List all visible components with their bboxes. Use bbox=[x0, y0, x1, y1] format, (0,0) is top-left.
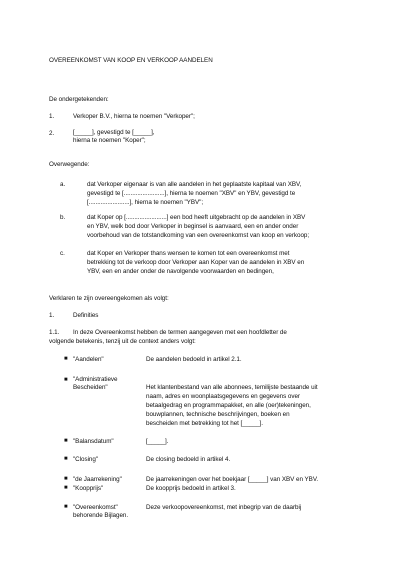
definition-term-administratieve: "Administratieve bbox=[73, 376, 118, 383]
recital-c-line-3: YBV, een en ander onder de navolgende voorwaarden en bedingen, bbox=[87, 268, 274, 275]
definition-text-administratieve-line-5: bescheiden met betrekking tot het [_____]. bbox=[146, 420, 263, 427]
definition-text-administratieve-line-4: bouwplannen, technische beschrijvingen, boeken en bbox=[146, 411, 290, 418]
recital-a-label: a. bbox=[60, 181, 66, 188]
recital-b-line-1: dat Koper op [........................] een bod heeft uitgebracht op de aandelen in XBV bbox=[87, 214, 306, 221]
recital-a-line-2: gevestigd te [........................], hierna te noemen "XBV" en YBV, gevestigd te bbox=[87, 190, 296, 197]
definition-text-overeenkomst: Deze verkoopovereenkomst, met inbegrip van de daarbij bbox=[146, 504, 302, 511]
definition-text-aandelen: De aandelen bedoeld in artikel 2.1. bbox=[146, 356, 242, 363]
recital-a-line-3: [........................], hierna te noemen "YBV"; bbox=[87, 199, 204, 206]
definition-bullet-4: ■ bbox=[64, 456, 68, 462]
clause-line-1: In deze Overeenkomst hebben de termen aangegeven met een hoofdletter de bbox=[73, 329, 287, 336]
definition-term-overeenkomst: "Overeenkomst" bbox=[73, 504, 118, 511]
recital-a-line-1: dat Verkoper eigenaar is van alle aandelen in het geplaatste kapitaal van XBV, bbox=[87, 181, 302, 188]
definition-term-balansdatum: "Balansdatum" bbox=[73, 438, 114, 445]
definition-text-closing: De closing bedoeld in artikel 4. bbox=[146, 456, 231, 463]
definition-bullet-5: ■ bbox=[64, 476, 68, 482]
agreed-statement: Verklaren te zijn overeengekomen als volgt: bbox=[49, 295, 169, 302]
definition-text-administratieve-line-1: Het klantenbestand van alle abonnees, temilijste bestaande uit bbox=[146, 384, 318, 391]
clause-line-2: volgende betekenis, tenzij uit de context anders volgt: bbox=[49, 338, 196, 345]
party-2-line-2: hierna te noemen "Koper"; bbox=[73, 137, 146, 144]
whereas-heading: Overwegende: bbox=[49, 161, 90, 168]
recital-b-label: b. bbox=[60, 214, 66, 221]
definition-bullet-1: ■ bbox=[64, 356, 68, 362]
definition-term-jaarrekening: "de Jaarrekening" bbox=[73, 476, 122, 483]
definition-text-administratieve-line-2: naam, adres en woonplaatsgegevens en gegevens over bbox=[146, 393, 300, 400]
recital-b-line-3: voorbehoud van de totstandkoming van een overeenkomst van koop en verkoop; bbox=[87, 232, 310, 239]
recital-b-line-2: en YBV, welk bod door Verkoper in beginsel is aanvaard, een en ander onder bbox=[87, 223, 299, 230]
recital-c-label: c. bbox=[60, 250, 65, 257]
definition-term-aandelen: "Aandelen" bbox=[73, 356, 104, 363]
undersigned-heading: De ondergetekenden: bbox=[49, 96, 109, 103]
definition-text-administratieve-line-3: betaalgedrag en programmapakket, en alle (oer)tekeningen, bbox=[146, 402, 311, 409]
definition-term-overeenkomst-line-2: behorende Bijlagen. bbox=[73, 512, 129, 519]
definition-bullet-3: ■ bbox=[64, 438, 68, 444]
definition-text-koopprijs: De koopprijs bedoeld in artikel 3. bbox=[146, 485, 236, 492]
section-title: Definities bbox=[73, 312, 99, 319]
recital-c-line-2: betrekking tot de verkoop door Verkoper aan Koper van de aandelen in XBV en bbox=[87, 259, 305, 266]
definition-bullet-2: ■ bbox=[64, 377, 68, 383]
definition-term-bescheiden: Bescheiden" bbox=[73, 384, 108, 391]
party-1-number: 1. bbox=[49, 113, 55, 120]
definition-text-balansdatum: [_____]. bbox=[146, 438, 169, 445]
definition-text-jaarrekening: De jaarrekeningen over het boekjaar [_____] van XBV en YBV. bbox=[146, 476, 319, 483]
definition-term-closing: "Closing" bbox=[73, 456, 99, 463]
party-2-line-1: [_____], gevestigd te [_____], bbox=[73, 129, 155, 136]
document-title: OVEREENKOMST VAN KOOP EN VERKOOP AANDELEN bbox=[49, 57, 213, 64]
definition-bullet-7: ■ bbox=[64, 504, 68, 510]
section-number: 1. bbox=[49, 312, 55, 319]
definition-bullet-6: ■ bbox=[64, 485, 68, 491]
party-2-number: 2. bbox=[49, 130, 55, 137]
party-1-line-1: Verkoper B.V., hierna te noemen "Verkoper"; bbox=[73, 113, 195, 120]
clause-number: 1.1. bbox=[49, 329, 60, 336]
definition-term-koopprijs: "Koopprijs" bbox=[73, 485, 104, 492]
recital-c-line-1: dat Koper en Verkoper thans wensen te komen tot een overeenkomst met bbox=[87, 250, 290, 257]
